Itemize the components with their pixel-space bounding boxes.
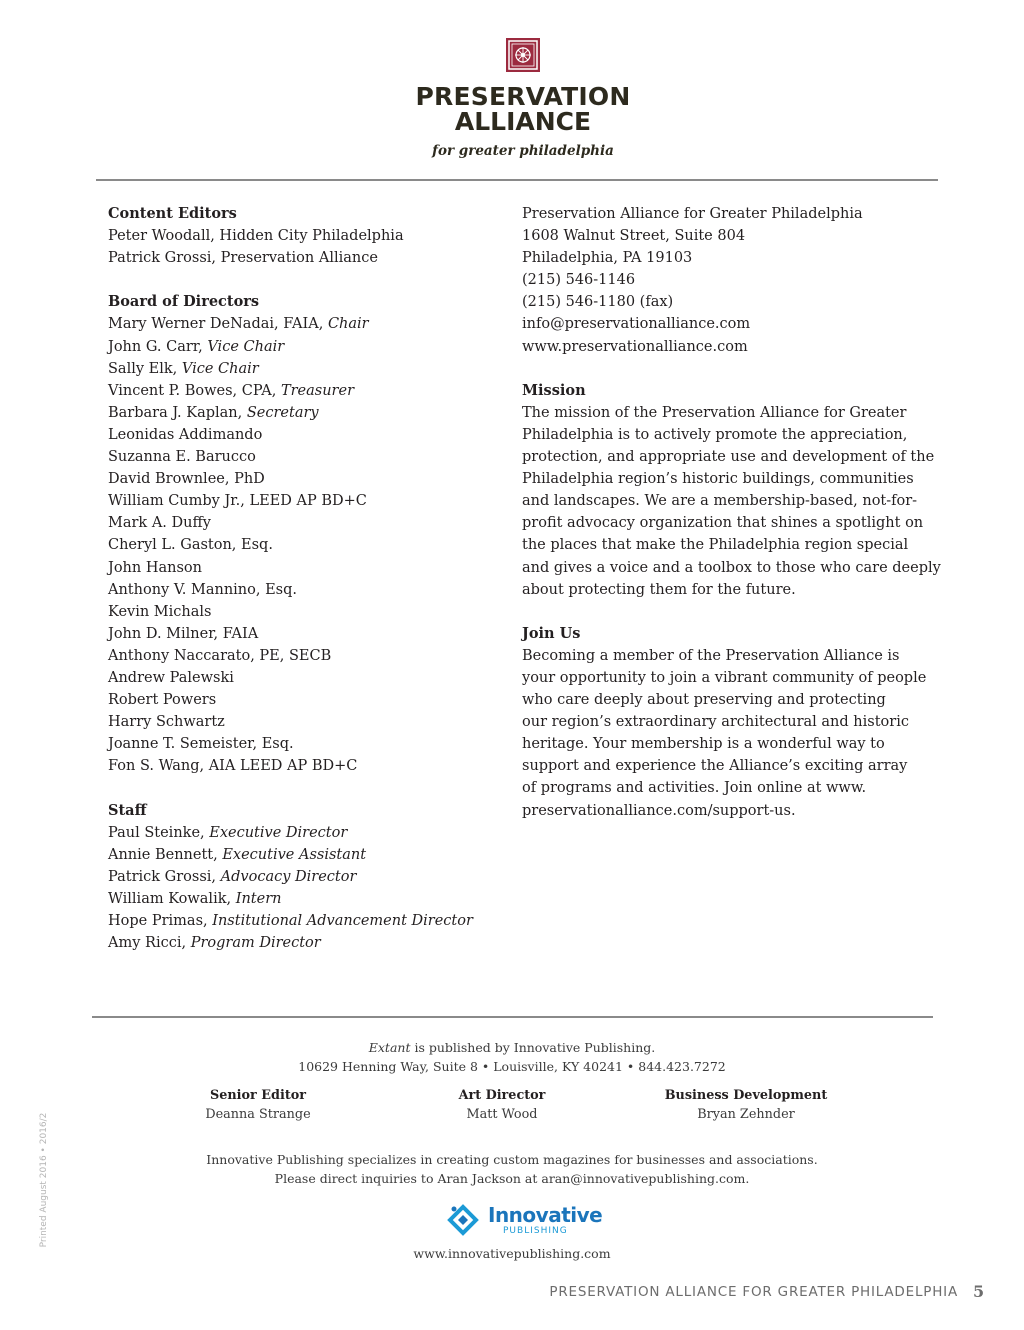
person-name: Andrew Palewski [108, 669, 234, 686]
person-entry [108, 313, 508, 335]
credit-art-director [382, 1086, 622, 1124]
person-entry [108, 512, 508, 534]
person-entry [108, 468, 508, 490]
person-name: Mark A. Duffy [108, 515, 211, 532]
address-line: 1608 Walnut Street, Suite 804 [522, 228, 746, 245]
person-name: Hope Primas, [108, 913, 213, 929]
person-name: Cheryl L. Gaston, Esq. [108, 537, 273, 554]
person-entry [108, 623, 508, 645]
bottom-divider [92, 1016, 933, 1018]
content-editor: Peter Woodall, Hidden City Philadelphia [108, 228, 404, 245]
person-name: John D. Milner, FAIA [108, 625, 259, 642]
person-name: David Brownlee, PhD [108, 471, 265, 488]
staff-list [108, 822, 508, 955]
person-entry [108, 579, 508, 601]
mission-line: protection, and appropriate use and development of the [522, 449, 935, 466]
board-list [108, 313, 508, 777]
credit-name: Deanna Strange [205, 1107, 311, 1122]
mission-line: Philadelphia is to actively promote the appreciation, [522, 426, 908, 443]
ip-logo-subword: PUBLISHING [503, 1226, 568, 1236]
address-line: info@preservationalliance.com [522, 316, 751, 333]
person-role: Vice Chair [207, 338, 285, 355]
person-entry [108, 645, 508, 667]
person-name: William Cumby Jr., LEED AP BD+C [108, 493, 367, 510]
credit-senior-editor [138, 1086, 378, 1124]
credit-title: Senior Editor [209, 1088, 307, 1103]
board-heading: Board of Directors [108, 293, 260, 311]
join-line: our region’s extraordinary architectural and historic [522, 714, 909, 731]
mission-line: Philadelphia region’s historic buildings, communities [522, 471, 914, 488]
person-name: Joanne T. Semeister, Esq. [108, 736, 294, 753]
person-name: Annie Bennett, [108, 846, 223, 863]
magazine-title: Extant [368, 1040, 411, 1055]
person-entry [108, 733, 508, 755]
person-name: William Kowalik, [108, 890, 236, 907]
staff-heading: Staff [108, 801, 147, 819]
person-entry [108, 755, 508, 777]
join-line: of programs and activities. Join online at www. [522, 780, 867, 797]
person-name: Anthony V. Mannino, Esq. [108, 581, 298, 598]
person-role: Institutional Advancement Director [212, 913, 473, 929]
address-line: (215) 546-1146 [522, 272, 636, 289]
person-name: Anthony Naccarato, PE, SECB [108, 647, 332, 664]
person-entry [108, 932, 508, 954]
join-line: support and experience the Alliance’s exciting array [522, 758, 908, 775]
address-line: Philadelphia, PA 19103 [522, 250, 693, 267]
mission-text [522, 402, 941, 601]
contact-address [522, 203, 932, 358]
person-role: Advocacy Director [220, 868, 357, 885]
credit-business-development [626, 1086, 866, 1124]
person-entry [108, 358, 508, 380]
specializes-text: Innovative Publishing specializes in creating custom magazines for businesses and associations. [206, 1152, 818, 1167]
person-name: Harry Schwartz [108, 714, 225, 731]
right-column [522, 203, 941, 822]
person-role: Vice Chair [181, 360, 259, 377]
person-name: Suzanna E. Barucco [108, 449, 256, 466]
person-entry [108, 490, 508, 512]
publisher-website: www.innovativepublishing.com [413, 1246, 611, 1261]
person-role: Secretary [246, 404, 319, 421]
logo-wordmark-line2: ALLIANCE [454, 107, 592, 136]
print-date-note: Printed August 2016 • 2016/2 [39, 1112, 49, 1248]
person-name: Fon S. Wang, AIA LEED AP BD+C [108, 758, 358, 775]
running-footer: PRESERVATION ALLIANCE FOR GREATER PHILADELPHIA [549, 1284, 958, 1300]
left-column [108, 203, 508, 954]
logo-wordmark-line1: PRESERVATION [415, 82, 631, 111]
publisher-text: is published by Innovative Publishing. [410, 1040, 656, 1055]
person-entry [108, 689, 508, 711]
mission-line: The mission of the Preservation Alliance for Greater [522, 404, 907, 421]
credit-title: Business Development [664, 1088, 828, 1103]
publisher-line [0, 1040, 1024, 1055]
person-name: Sally Elk, [108, 360, 182, 377]
person-name: Barbara J. Kaplan, [108, 404, 247, 421]
join-line: preservationalliance.com/support-us. [522, 802, 796, 819]
inquiries-text: Please direct inquiries to Aran Jackson at aran@innovativepublishing.com. [274, 1171, 750, 1186]
mission-line: profit advocacy organization that shines a spotlight on [522, 515, 924, 532]
person-entry [108, 910, 508, 932]
person-role: Executive Director [209, 824, 348, 841]
person-role: Chair [327, 316, 369, 333]
mission-heading: Mission [522, 381, 586, 399]
publisher-address: 10629 Henning Way, Suite 8 • Louisville, KY 40241 • 844.423.7272 [298, 1059, 726, 1074]
preservation-alliance-logo-mark [506, 38, 540, 72]
content-editor: Patrick Grossi, Preservation Alliance [108, 250, 378, 267]
person-name: Kevin Michals [108, 603, 212, 620]
content-editors-heading: Content Editors [108, 205, 237, 222]
person-role: Executive Assistant [222, 846, 367, 863]
person-name: John G. Carr, [108, 338, 208, 355]
address-line: Preservation Alliance for Greater Philadelphia [522, 206, 863, 222]
person-name: Amy Ricci, [108, 935, 191, 952]
person-entry [108, 534, 508, 556]
mission-line: about protecting them for the future. [522, 581, 796, 598]
credit-name: Matt Wood [466, 1107, 538, 1122]
person-entry [108, 424, 508, 446]
person-entry [108, 844, 508, 866]
logo-tagline: for greater philadelphia [432, 143, 614, 159]
person-entry [108, 667, 508, 689]
person-name: Leonidas Addimando [108, 426, 263, 443]
mission-line: the places that make the Philadelphia region special [522, 537, 909, 554]
mission-line: and landscapes. We are a membership-based, not-for- [522, 493, 918, 510]
person-role: Intern [235, 890, 282, 907]
address-line: www.preservationalliance.com [522, 338, 748, 355]
person-entry [108, 336, 508, 358]
person-name: Vincent P. Bowes, CPA, [108, 382, 281, 399]
credit-title: Art Director [458, 1088, 546, 1103]
person-name: Mary Werner DeNadai, FAIA, [108, 316, 328, 333]
mission-line: and gives a voice and a toolbox to those who care deeply [522, 559, 941, 576]
person-entry [108, 557, 508, 579]
join-text [522, 645, 932, 822]
person-entry [108, 402, 508, 424]
person-entry [108, 380, 508, 402]
join-heading: Join Us [522, 624, 581, 642]
address-line: (215) 546-1180 (fax) [522, 294, 674, 311]
innovative-publishing-logo-icon [446, 1202, 488, 1238]
join-line: who care deeply about preserving and protecting [522, 692, 886, 709]
top-divider [96, 179, 938, 181]
person-entry [108, 711, 508, 733]
join-line: heritage. Your membership is a wonderful way to [522, 736, 885, 753]
person-entry [108, 601, 508, 623]
ip-logo-wordmark: Innovative [488, 1203, 603, 1227]
join-line: your opportunity to join a vibrant community of people [522, 669, 927, 686]
person-name: Patrick Grossi, [108, 868, 221, 885]
person-name: Paul Steinke, [108, 824, 210, 841]
person-role: Treasurer [280, 382, 355, 399]
person-entry [108, 446, 508, 468]
person-name: Robert Powers [108, 692, 217, 709]
person-role: Program Director [190, 935, 321, 952]
person-entry [108, 888, 508, 910]
credit-name: Bryan Zehnder [697, 1107, 795, 1122]
person-entry [108, 866, 508, 888]
page-number: 5 [973, 1282, 985, 1301]
person-entry [108, 822, 508, 844]
person-name: John Hanson [108, 559, 202, 576]
join-line: Becoming a member of the Preservation Alliance is [522, 647, 900, 664]
